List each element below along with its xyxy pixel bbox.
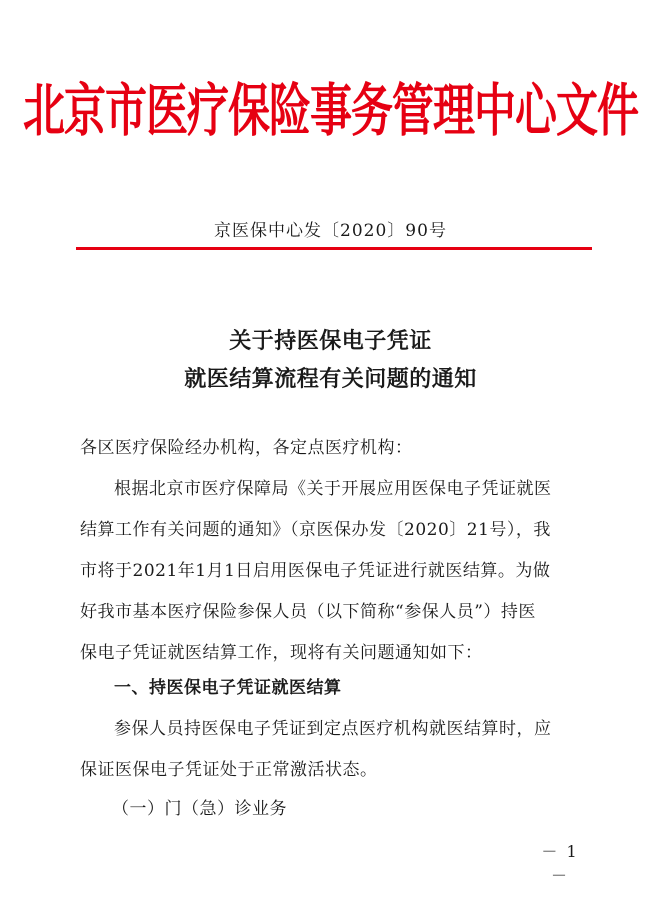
paragraph-2 <box>80 709 600 791</box>
red-divider-line <box>76 247 592 250</box>
notice-title-line-2: 就医结算流程有关问题的通知 <box>184 366 477 392</box>
addressee-line: 各区医疗保险经办机构，各定点医疗机构： <box>80 438 413 458</box>
paragraph-line: 保证医保电子凭证处于正常激活状态。 <box>80 760 378 780</box>
page-number: － 1 － <box>541 842 579 885</box>
section-1-heading: 一、持医保电子凭证就医结算 <box>114 678 342 698</box>
paragraph-line: 参保人员持医保电子凭证到定点医疗机构就医结算时，应 <box>114 719 552 739</box>
paragraph-line: 市将于2021年1月1日启用医保电子凭证进行就医结算。为做 <box>80 561 551 581</box>
paragraph-line: 保电子凭证就医结算工作，现将有关问题通知如下： <box>80 643 483 663</box>
notice-title-line-1: 关于持医保电子凭证 <box>229 328 432 354</box>
notice-title <box>0 322 661 398</box>
paragraph-line: 结算工作有关问题的通知》（京医保办发〔2020〕21号），我 <box>80 520 551 540</box>
paragraph-line: 根据北京市医疗保障局《关于开展应用医保电子凭证就医 <box>114 479 552 499</box>
paragraph-1 <box>80 469 600 674</box>
subsection-1-heading: （一）门（急）诊业务 <box>112 799 287 819</box>
document-number: 京医保中心发〔2020〕90号 <box>214 221 447 241</box>
document-header-title: 北京市医疗保险事务管理中心文件 <box>22 77 638 144</box>
paragraph-line: 好我市基本医疗保险参保人员（以下简称“参保人员”）持医 <box>80 602 536 622</box>
